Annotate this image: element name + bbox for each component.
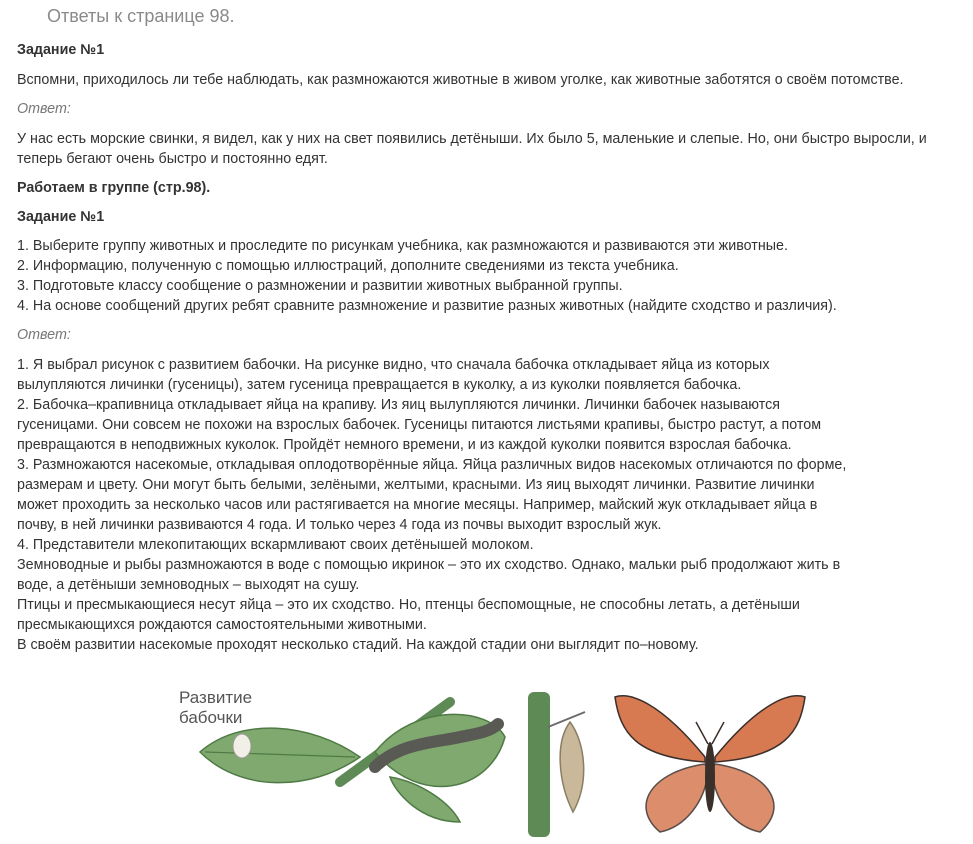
answer-line: 1. Я выбрал рисунок с развитием бабочки. На рисунке видно, что сначала бабочка откладывает яйца из которых (17, 357, 770, 373)
task1-heading: Задание №1 (17, 42, 105, 58)
group-task-heading: Задание №1 (17, 209, 105, 225)
pupa-on-stem-icon (528, 692, 585, 837)
answer-line: Птицы и пресмыкающиеся несут яйца – это их сходство. Но, птенцы беспомощные, не способны летать, а детёныши (17, 597, 800, 613)
answer-line: вылупляются личинки (гусеницы), затем гусеница превращается в куколку, а из куколки появляется бабочка. (17, 377, 742, 393)
leaf-with-eggs-icon (200, 728, 360, 783)
article-content (17, 40, 962, 655)
answer-line: может проходить за несколько часов или растягивается на многие месяцы. Например, майский жук откладывает яйца в (17, 497, 818, 513)
answer-line: почву, в ней личинки развиваются 4 года. И только через 4 года из почвы выходит взрослый жук. (17, 517, 662, 533)
answer-line: размерам и цвету. Они могут быть белыми, зелёными, желтыми, красными. Из яиц выходят личинки. Развитие личинки (17, 477, 815, 493)
task1-answer-label: Ответ: (17, 101, 71, 117)
answer-line: 3. Размножаются насекомые, откладывая оплодотворённые яйца. Яйца различных видов насекомых отличаются по форме, (17, 457, 847, 473)
task1-question: Вспомни, приходилось ли тебе наблюдать, как размножаются животные в живом уголке, как животные заботятся о своём потомстве. (17, 72, 904, 88)
butterfly-development-illustration (160, 682, 810, 842)
page-title: Ответы к странице 98. (47, 6, 235, 26)
answer-line: гусеницами. Они совсем не похожи на взрослых бабочек. Гусеницы питаются листьями крапивы, быстро растут, а потом (17, 417, 822, 433)
answer-line: превращаются в неподвижных куколок. Пройдёт немного времени, и из каждой куколки появится взрослая бабочка. (17, 437, 792, 453)
answer-line: Земноводные и рыбы размножаются в воде с помощью икринок – это их сходство. Однако, мальки рыб продолжают жить в (17, 557, 841, 573)
list-item: 4. На основе сообщений других ребят сравните размножение и развитие разных животных (найдите сходство и различия). (17, 298, 837, 314)
figure-caption-line: Развитие (179, 688, 253, 707)
answer-line: 4. Представители млекопитающих вскармливают своих детёнышей молоком. (17, 537, 534, 553)
answer-line: воде, а детёныши земноводных – выходят на сушу. (17, 577, 360, 593)
task1-answer: У нас есть морские свинки, я видел, как у них на свет появились детёныши. Их было 5, маленькие и слепые. Но, они быстро выросли, и теперь бегают очень быстро и постоянно едят. (17, 131, 927, 167)
group-answer (17, 355, 962, 655)
group-answer-label: Ответ: (17, 327, 71, 343)
task-list (17, 236, 962, 316)
butterfly-icon (615, 696, 805, 832)
leaf-with-caterpillar-icon (375, 714, 505, 822)
list-item: 2. Информацию, полученную с помощью иллюстраций, дополните сведениями из текста учебника. (17, 258, 679, 274)
answer-line: 2. Бабочка–крапивница откладывает яйца на крапиву. Из яиц вылупляются личинки. Личинки бабочек называются (17, 397, 780, 413)
answer-line: пресмыкающихся рождаются самостоятельными животными. (17, 617, 427, 633)
answer-line: В своём развитии насекомые проходят несколько стадий. На каждой стадии они выглядит по–новому. (17, 637, 699, 653)
list-item: 1. Выберите группу животных и проследите по рисункам учебника, как размножаются и развиваются эти животные. (17, 238, 788, 254)
figure-caption-line: бабочки (179, 708, 243, 727)
figure-caption (179, 688, 252, 728)
butterfly-development-figure (160, 682, 810, 842)
group-work-heading: Работаем в группе (стр.98). (17, 180, 211, 196)
list-item: 3. Подготовьте классу сообщение о размножении и развитии животных выбранной группы. (17, 278, 623, 294)
